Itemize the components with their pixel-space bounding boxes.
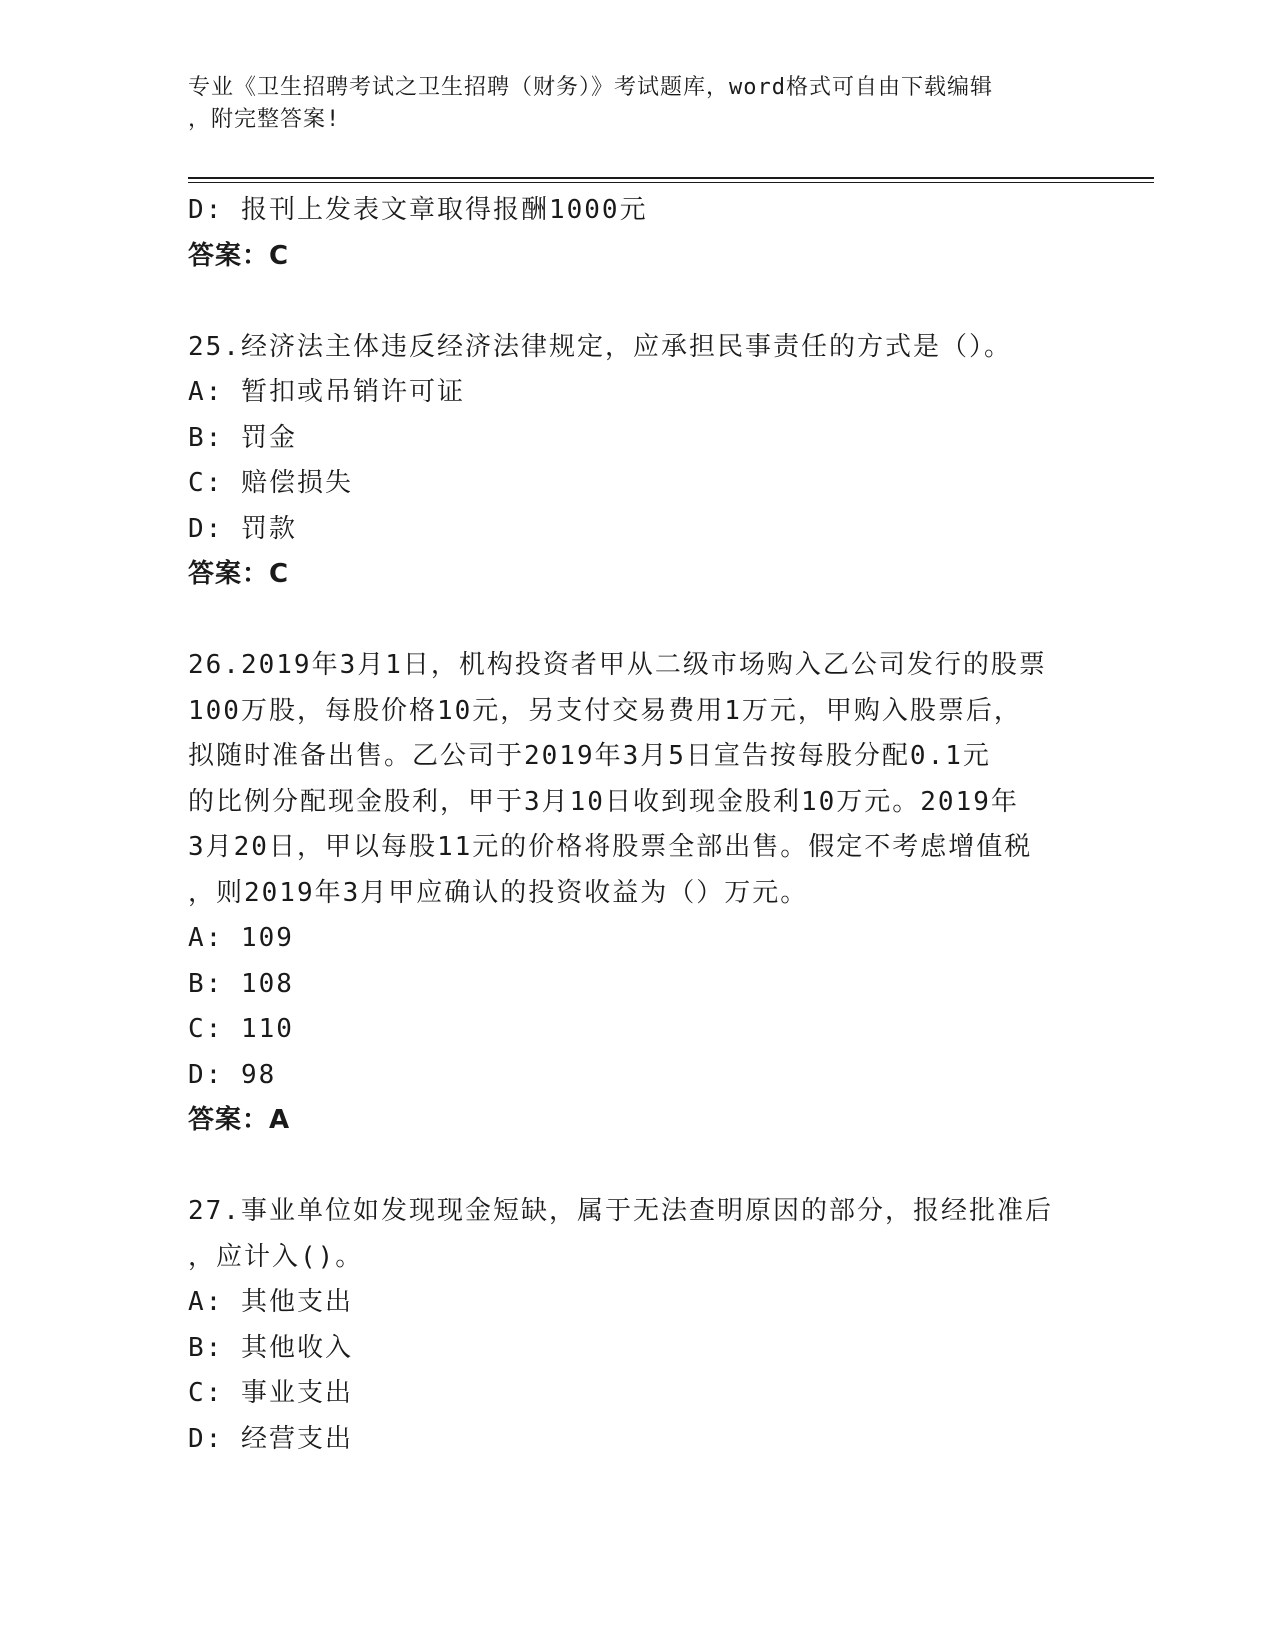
question-27-option-b: B: 其他收入 [188, 1332, 353, 1363]
question-27-stem-line-1: 27.事业单位如发现现金短缺，属于无法查明原因的部分，报经批准后 [188, 1196, 1053, 1226]
question-26-option-c: C: 110 [188, 1014, 294, 1044]
header-title-line-2: ，附完整答案! [188, 107, 341, 132]
question-26 [188, 643, 1088, 1144]
prev-answer: 答案：C [188, 240, 290, 271]
question-26-stem-line-5: 3月20日，甲以每股11元的价格将股票全部出售。假定不考虑增值税 [188, 832, 1033, 862]
question-26-answer: 答案：A [188, 1105, 291, 1135]
header-divider-thick [188, 177, 1154, 179]
question-27-option-d: D: 经营支出 [188, 1423, 353, 1454]
spacer [188, 598, 1088, 644]
question-27-stem-line-2: ，应计入()。 [188, 1241, 364, 1272]
spacer [188, 1144, 1088, 1190]
header-divider-thin [188, 182, 1154, 183]
question-26-stem-line-3: 拟随时准备出售。乙公司于2019年3月5日宣告按每股分配0.1元 [188, 741, 991, 771]
document-header [188, 72, 1088, 136]
question-26-option-d: D: 98 [188, 1059, 277, 1090]
question-26-stem-line-1: 26.2019年3月1日，机构投资者甲从二级市场购入乙公司发行的股票 [188, 650, 1047, 680]
question-25-stem: 25.经济法主体违反经济法律规定，应承担民事责任的方式是（）。 [188, 331, 1012, 362]
question-26-stem-line-6: ，则2019年3月甲应确认的投资收益为（）万元。 [188, 877, 809, 908]
header-title-line-1: 专业《卫生招聘考试之卫生招聘（财务）》考试题库，word格式可自由下载编辑 [188, 75, 993, 100]
question-25 [188, 325, 1088, 598]
question-25-option-c: C: 赔偿损失 [188, 468, 353, 498]
spacer [188, 279, 1088, 325]
question-content [188, 188, 1088, 1462]
question-26-stem-line-4: 的比例分配现金股利，甲于3月10日收到现金股利10万元。2019年 [188, 786, 1019, 817]
question-25-answer: 答案：C [188, 559, 290, 589]
question-26-stem-line-2: 100万股，每股价格10元，另支付交易费用1万元，甲购入股票后， [188, 695, 1022, 726]
question-25-option-a: A: 暂扣或吊销许可证 [188, 377, 465, 407]
question-27-option-c: C: 事业支出 [188, 1378, 353, 1408]
question-26-option-b: B: 108 [188, 968, 294, 999]
question-27 [188, 1189, 1088, 1462]
prev-option-d: D: 报刊上发表文章取得报酬1000元 [188, 195, 648, 225]
question-27-option-a: A: 其他支出 [188, 1287, 353, 1317]
question-26-option-a: A: 109 [188, 923, 294, 953]
question-25-option-b: B: 罚金 [188, 422, 297, 453]
question-25-option-d: D: 罚款 [188, 513, 297, 544]
